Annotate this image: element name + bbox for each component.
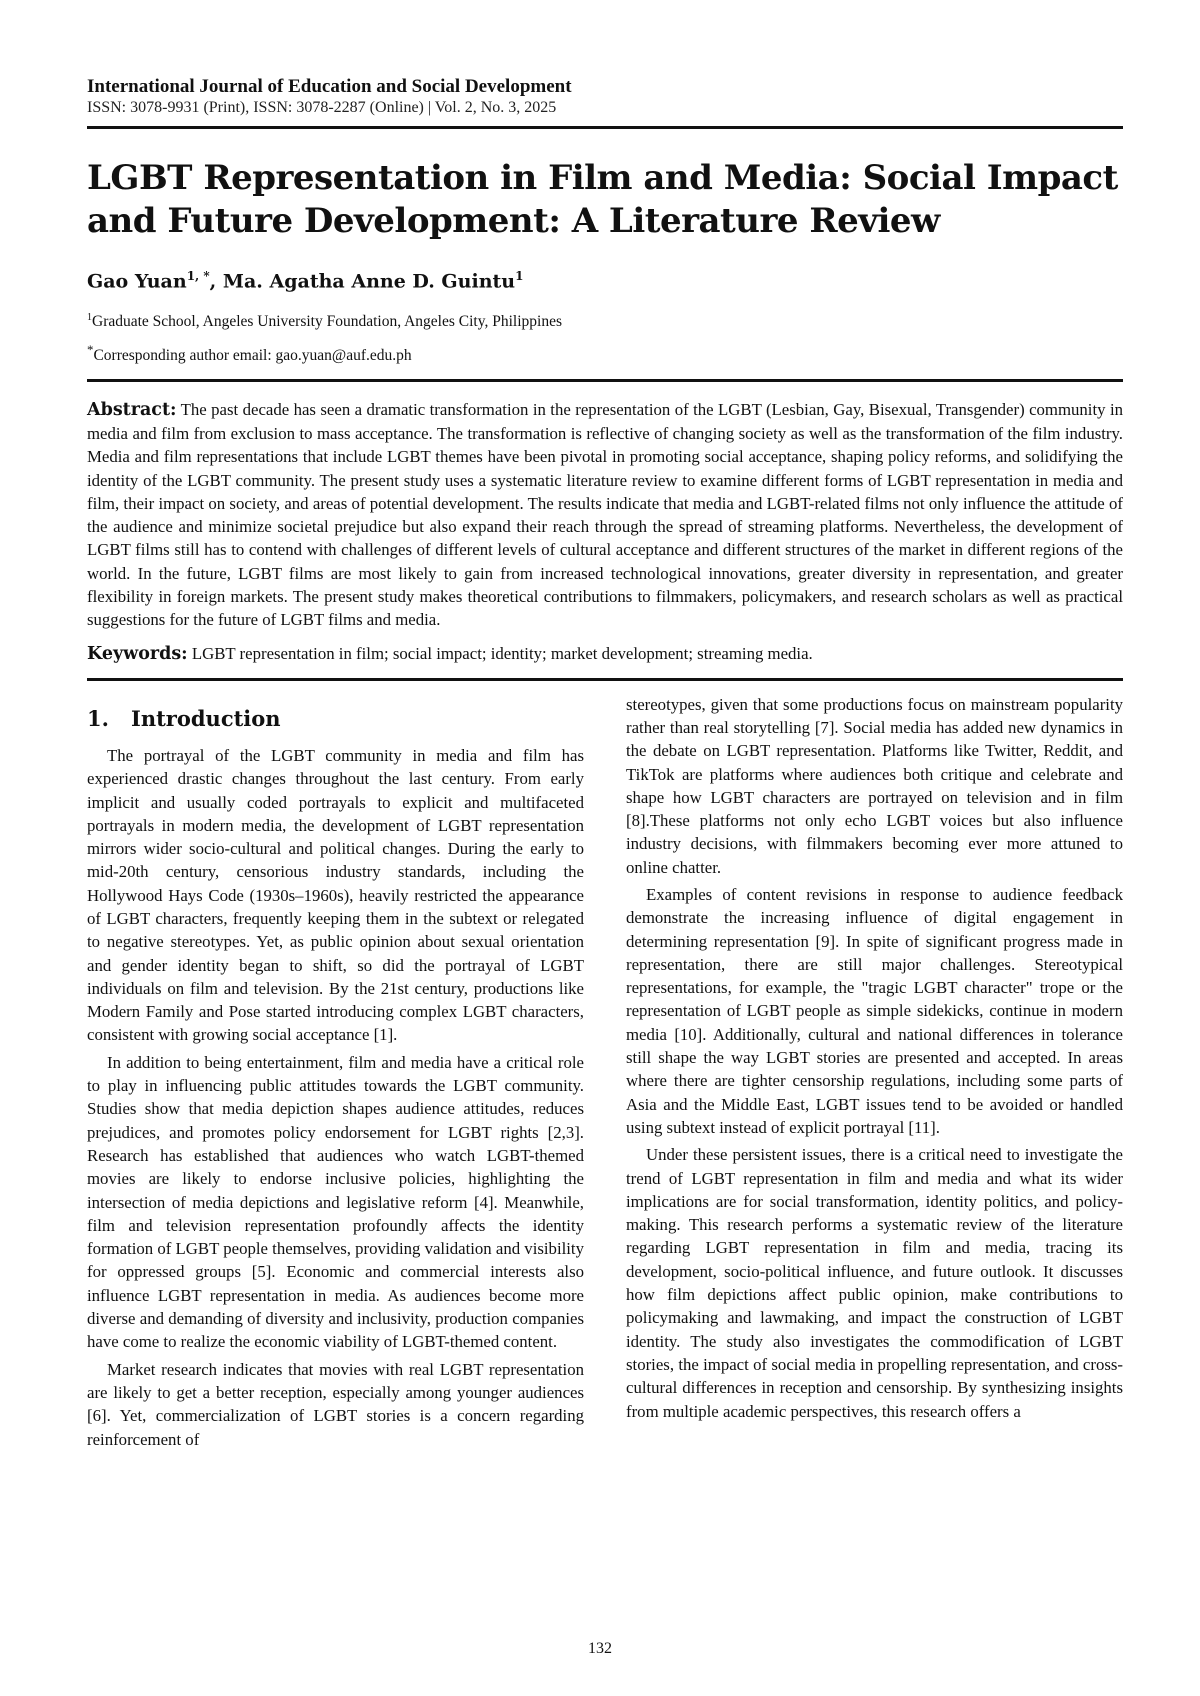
paragraph: Under these persistent issues, there is a critical need to investigate the trend of LGBT representation in film and media and what its wider implications are for social transformation, identity politics, and policy-making. This research performs a systematic review of the literature regarding LGBT representation in film and media, tracing its development, socio-political influence, and future outlook. It discusses how film depictions affect public opinion, make contributions to policymaking and lawmaking, and impact the construction of LGBT identity. The study also investigates the commodification of LGBT stories, the impact of social media in propelling representation, and cross-cultural differences in reception and censorship. By synthesizing insights from multiple academic perspectives, this research offers a <box>626 1145 1123 1421</box>
author-separator: , <box>209 270 223 293</box>
issn-line: ISSN: 3078-9931 (Print), ISSN: 3078-2287 (Online) | Vol. 2, No. 3, 2025 <box>87 99 557 116</box>
keywords <box>87 642 1123 666</box>
corresponding-author <box>87 340 1123 366</box>
section-title: Introduction <box>131 705 281 731</box>
left-column <box>87 693 584 1455</box>
abstract-text: The past decade has seen a dramatic transformation in the representation of the LGBT (Lesbian, Gay, Bisexual, Transgender) community in media and film from exclusion to mass acceptance. The transformation is reflective of changing society as well as the transformation of the film industry. Media and film representations that include LGBT themes have been pivotal in promoting social acceptance, shaping policy reforms, and solidifying the identity of the LGBT community. The present study uses a systematic literature review to examine different forms of LGBT representation in media and film, their impact on society, and areas of potential development. The results indicate that media and LGBT-related films not only influence the attitude of the audience and minimize societal prejudice but also expand their reach through the spread of streaming platforms. Nevertheless, the development of LGBT films still has to contend with challenges of different levels of cultural acceptance and different structures of the market in different regions of the world. In the future, LGBT films are most likely to gain from increased technological innovations, greater diversity in representation, and greater flexibility in foreign markets. The present study makes theoretical contributions to filmmakers, policymakers, and research scholars as well as practical suggestions for the future of LGBT films and media. <box>87 399 1123 630</box>
affiliation-text: Graduate School, Angeles University Foundation, Angeles City, Philippines <box>92 313 562 331</box>
paragraph: stereotypes, given that some productions focus on mainstream popularity rather than real storytelling [7]. Social media has added new dynamics in the debate on LGBT representation. Platforms like Twitter, Reddit, and TikTok are platforms where audiences both critique and celebrate and shape how LGBT characters are portrayed on television and in film [8].These platforms not only echo LGBT voices but also influence industry decisions, with filmmakers becoming ever more attuned to online chatter. <box>626 694 1123 877</box>
author-sup: 1, * <box>186 269 210 283</box>
keywords-label: Keywords: <box>87 643 188 664</box>
abstract-top-rule <box>87 379 1123 382</box>
body-columns <box>87 693 1123 1455</box>
author-name: Ma. Agatha Anne D. Guintu <box>222 270 516 293</box>
abstract-label: Abstract: <box>87 399 177 420</box>
abstract-bottom-rule <box>87 678 1123 681</box>
page-number: 132 <box>588 1640 612 1657</box>
section-heading <box>87 707 584 730</box>
corresponding-text: Corresponding author email: gao.yuan@auf.edu.ph <box>93 347 412 365</box>
paragraph: Examples of content revisions in response to audience feedback demonstrate the increasing influence of digital engagement in determining representation [9]. In spite of significant progress made in representation, there are still major challenges. Stereotypical representations, for example, the "tragic LGBT character" trope or the representation of LGBT people as simple sidekicks, continue in modern media [10]. Additionally, cultural and national differences in tolerance still shape the way LGBT stories are presented and accepted. In areas where there are tighter censorship regulations, including some parts of Asia and the Middle East, LGBT issues tend to be avoided or handled using subtext instead of explicit portrayal [11]. <box>626 884 1123 1137</box>
header-rule <box>87 126 1123 129</box>
author-name: Gao Yuan <box>87 270 187 293</box>
abstract <box>87 398 1123 632</box>
corresponding-sup: * <box>87 342 94 358</box>
paper-page <box>87 76 1123 1455</box>
right-column <box>626 693 1123 1455</box>
keywords-text: LGBT representation in film; social impact; identity; market development; streaming media. <box>191 643 813 663</box>
journal-name: International Journal of Education and Social Development <box>87 76 572 97</box>
affiliation <box>87 308 1123 332</box>
paragraph: In addition to being entertainment, film and media have a critical role to play in influencing public attitudes towards the LGBT community. Studies show that media depiction shapes audience attitudes, reduces prejudices, and promotes policy endorsement for LGBT rights [2,3]. Research has established that audiences who watch LGBT-themed movies are likely to endorse inclusive policies, highlighting the intersection of media depictions and legislative reform [4]. Meanwhile, film and television representation profoundly affects the identity formation of LGBT people themselves, providing validation and visibility for oppressed groups [5]. Economic and commercial interests also influence LGBT representation in media. As audiences become more diverse and demanding of diversity and inclusivity, production companies have come to realize the economic viability of LGBT-themed content. <box>87 1052 584 1352</box>
section-number: 1. <box>87 705 109 731</box>
paragraph: Market research indicates that movies with real LGBT representation are likely to get a better reception, especially among younger audiences [6]. Yet, commercialization of LGBT stories is a concern regarding reinforcement of <box>87 1359 584 1449</box>
affiliation-sup: 1 <box>87 312 92 324</box>
paragraph: The portrayal of the LGBT community in media and film has experienced drastic changes throughout the last century. From early implicit and usually coded portrayals to explicit and multifaceted portrayals in modern media, the development of LGBT representation mirrors wider socio-cultural and political changes. During the early to mid-20th century, censorious industry standards, including the Hollywood Hays Code (1930s–1960s), heavily restricted the appearance of LGBT characters, frequently keeping them in the subtext or relegated to negative stereotypes. Yet, as public opinion about sexual orientation and gender identity began to shift, so did the portrayal of LGBT individuals on film and television. By the 21st century, productions like Modern Family and Pose started introducing complex LGBT characters, consistent with growing social acceptance [1]. <box>87 745 584 1045</box>
author-sup: 1 <box>515 269 524 283</box>
author-list <box>87 269 1123 292</box>
article-title: LGBT Representation in Film and Media: Social Impact and Future Development: A Literature Review <box>87 158 1118 241</box>
